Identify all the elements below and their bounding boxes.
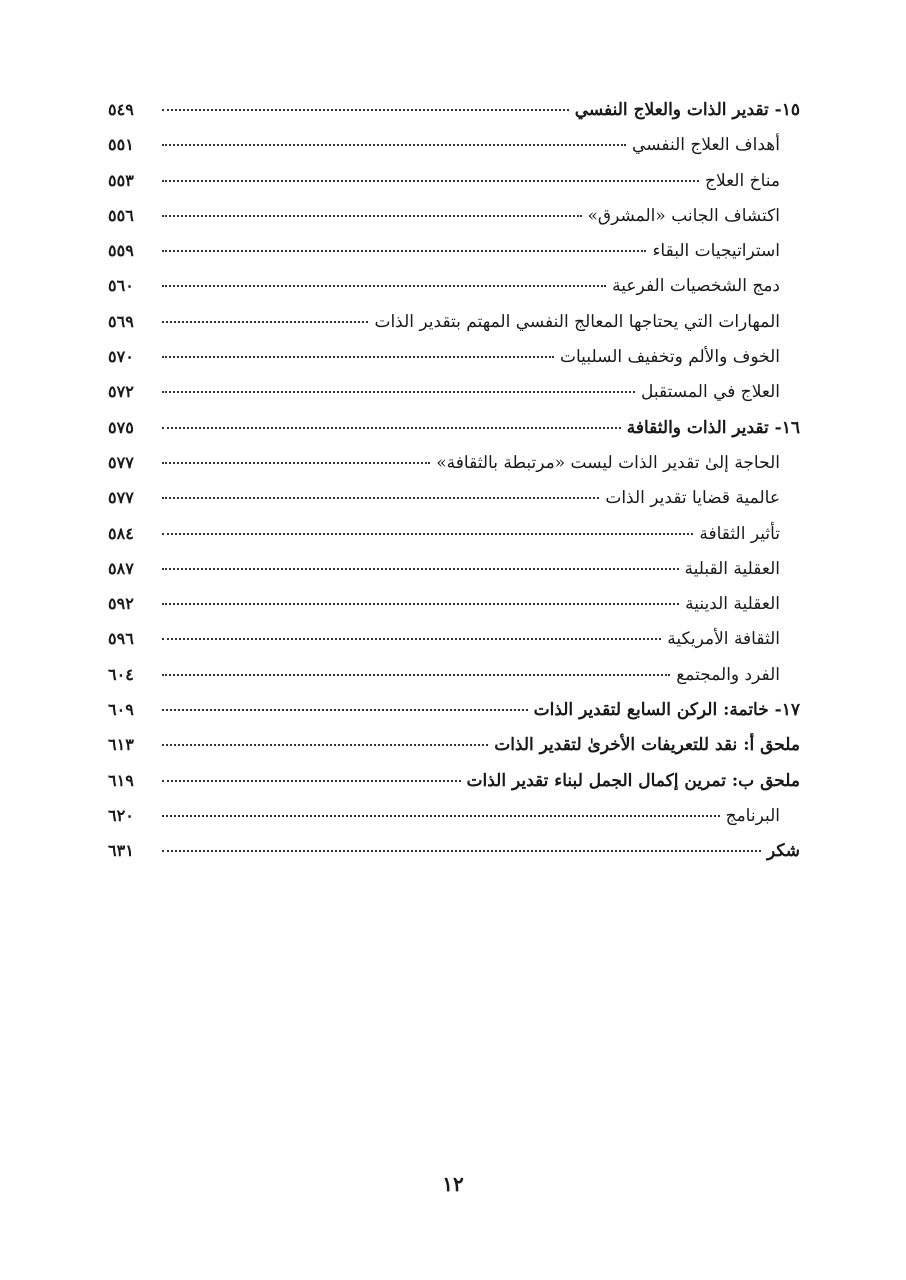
toc-entry-page: ٥٥٣ [108, 170, 134, 190]
table-of-contents [108, 92, 800, 869]
toc-entry-page: ٥٦٩ [108, 311, 134, 331]
toc-entry-page: ٥٧٥ [108, 417, 134, 437]
toc-entry-title: أهداف العلاج النفسي [632, 135, 780, 156]
toc-entry-page: ٥٥١ [108, 135, 134, 155]
dot-leader [162, 356, 554, 358]
toc-entry-title: العقلية الدينية [685, 594, 780, 615]
toc-entry-page: ٦١٣ [108, 735, 134, 755]
toc-entry-title: الخوف والألم وتخفيف السلبيات [560, 347, 780, 368]
toc-entry-title: العلاج في المستقبل [641, 382, 780, 403]
toc-entry-page: ٥٧٧ [108, 452, 134, 472]
toc-entry-title: اكتشاف الجانب «المشرق» [587, 205, 780, 226]
dot-leader [162, 780, 461, 782]
toc-entry-page: ٥٤٩ [108, 100, 134, 119]
toc-entry-title: ملحق أ: نقد للتعريفات الأخرىٰ لتقدير الذات [494, 735, 800, 756]
page-number: ١٢ [442, 1172, 464, 1196]
toc-entry-page: ٦١٩ [108, 770, 134, 790]
toc-entry[interactable] [108, 621, 800, 656]
toc-entry[interactable] [108, 339, 800, 374]
toc-entry-title: دمج الشخصيات الفرعية [612, 276, 780, 297]
toc-entry-page: ٥٩٦ [108, 629, 134, 649]
dot-leader [162, 638, 661, 640]
toc-entry[interactable] [108, 233, 800, 268]
dot-leader [162, 709, 528, 711]
toc-entry[interactable] [108, 480, 800, 515]
toc-entry-title: الفرد والمجتمع [676, 664, 780, 685]
toc-entry-title: شكر [766, 841, 800, 862]
toc-entry[interactable] [108, 410, 800, 445]
toc-entry[interactable] [108, 833, 800, 868]
toc-entry-page: ٥٩٢ [108, 594, 134, 614]
toc-entry-page: ٥٧٧ [108, 488, 134, 508]
toc-entry-page: ٥٥٩ [108, 241, 134, 261]
dot-leader [162, 533, 693, 535]
toc-entry-title: ١٥- تقدير الذات والعلاج النفسي [574, 100, 800, 120]
toc-entry[interactable] [108, 445, 800, 480]
toc-entry[interactable] [108, 798, 800, 833]
dot-leader [162, 391, 635, 393]
toc-entry-title: البرنامج [725, 805, 780, 826]
dot-leader [162, 215, 582, 217]
dot-leader [162, 180, 699, 182]
toc-entry-page: ٦٠٤ [108, 664, 134, 684]
toc-entry[interactable] [108, 551, 800, 586]
toc-entry[interactable] [108, 692, 800, 727]
toc-entry-title: العقلية القبلية [684, 558, 780, 579]
dot-leader [162, 285, 606, 287]
dot-leader [162, 462, 430, 464]
toc-entry-page: ٥٨٧ [108, 558, 134, 578]
toc-entry[interactable] [108, 727, 800, 762]
dot-leader [162, 815, 720, 817]
toc-entry-title: ملحق ب: تمرين إكمال الجمل لبناء تقدير الذات [466, 770, 800, 791]
toc-entry-title: تأثير الثقافة [699, 523, 780, 544]
toc-entry[interactable] [108, 127, 800, 162]
toc-entry[interactable] [108, 92, 800, 127]
toc-entry-page: ٥٥٦ [108, 205, 134, 225]
toc-entry[interactable] [108, 163, 800, 198]
toc-entry[interactable] [108, 304, 800, 339]
toc-entry[interactable] [108, 268, 800, 303]
toc-entry-page: ٦٣١ [108, 841, 134, 861]
dot-leader [162, 427, 621, 429]
toc-entry-title: المهارات التي يحتاجها المعالج النفسي المهتم بتقدير الذات [374, 311, 780, 332]
toc-entry[interactable] [108, 763, 800, 798]
toc-entry-title: استراتيجيات البقاء [652, 241, 780, 262]
dot-leader [162, 321, 368, 323]
toc-entry[interactable] [108, 657, 800, 692]
dot-leader [162, 603, 679, 605]
toc-entry[interactable] [108, 374, 800, 409]
toc-entry-title: الثقافة الأمريكية [667, 629, 780, 650]
toc-entry-page: ٦٠٩ [108, 700, 134, 720]
toc-entry[interactable] [108, 198, 800, 233]
dot-leader [162, 744, 488, 746]
toc-entry-title: ١٦- تقدير الذات والثقافة [626, 417, 800, 438]
toc-entry-page: ٥٧٠ [108, 347, 134, 367]
dot-leader [162, 568, 679, 570]
toc-entry-title: ١٧- خاتمة: الركن السابع لتقدير الذات [533, 700, 800, 721]
toc-entry-page: ٦٢٠ [108, 805, 134, 825]
toc-entry-title: مناخ العلاج [704, 170, 780, 191]
toc-entry-page: ٥٧٢ [108, 382, 134, 402]
dot-leader [162, 109, 569, 111]
dot-leader [162, 674, 670, 676]
dot-leader [162, 850, 761, 852]
dot-leader [162, 144, 626, 146]
toc-entry[interactable] [108, 516, 800, 551]
toc-entry-page: ٥٦٠ [108, 276, 134, 296]
toc-entry-page: ٥٨٤ [108, 523, 134, 543]
dot-leader [162, 497, 599, 499]
toc-entry-title: الحاجة إلىٰ تقدير الذات ليست «مرتبطة بالثقافة» [436, 452, 780, 473]
toc-entry-title: عالمية قضايا تقدير الذات [605, 488, 780, 509]
dot-leader [162, 250, 646, 252]
toc-entry[interactable] [108, 586, 800, 621]
